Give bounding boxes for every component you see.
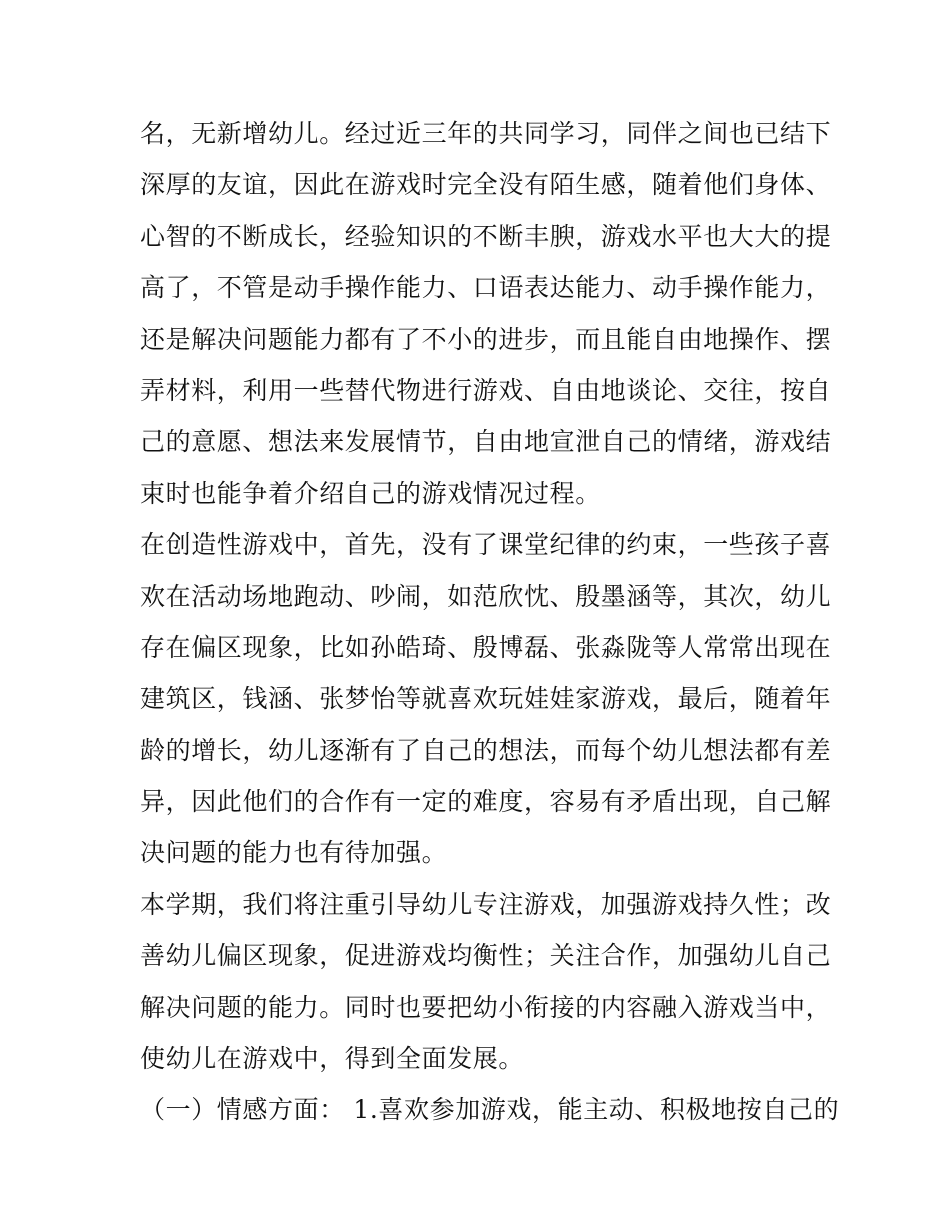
text-line: 存在偏区现象，比如孙皓琦、殷博磊、张淼陇等人常常出现在 <box>140 632 832 662</box>
text-line: 高了，不管是动手操作能力、口语表达能力、动手操作能力， <box>140 273 832 303</box>
text-line: 深厚的友谊，因此在游戏时完全没有陌生感，随着他们身体、 <box>140 170 832 200</box>
text-line: 名，无新增幼儿。经过近三年的共同学习，同伴之间也已结下 <box>140 119 832 148</box>
text-line: 弄材料，利用一些替代物进行游戏、自由地谈论、交往，按自 <box>140 375 832 405</box>
text-line: 建筑区，钱涵、张梦怡等就喜欢玩娃娃家游戏，最后，随着年 <box>140 684 832 714</box>
text-line: 在创造性游戏中，首先，没有了课堂纪律的约束，一些孩子喜 <box>140 530 832 560</box>
body-text <box>140 108 840 1136</box>
text-line: 欢在活动场地跑动、吵闹，如范欣忱、殷墨涵等，其次，幼儿 <box>140 581 832 611</box>
text-line: 解决问题的能力。同时也要把幼小衔接的内容融入游戏当中， <box>140 992 832 1022</box>
text-line: （一）情感方面： 1.喜欢参加游戏，能主动、积极地按自己的 <box>140 1095 840 1125</box>
text-line: 还是解决问题能力都有了不小的进步，而且能自由地操作、摆 <box>140 324 832 354</box>
text-line: 本学期，我们将注重引导幼儿专注游戏，加强游戏持久性；改 <box>140 889 832 919</box>
text-line: 善幼儿偏区现象，促进游戏均衡性；关注合作，加强幼儿自己 <box>140 941 832 971</box>
text-line: 决问题的能力也有待加强。 <box>140 838 448 868</box>
text-line: 心智的不断成长，经验知识的不断丰腴，游戏水平也大大的提 <box>140 221 832 251</box>
text-line: 龄的增长，幼儿逐渐有了自己的想法，而每个幼儿想法都有差 <box>140 735 832 765</box>
text-line: 异，因此他们的合作有一定的难度，容易有矛盾出现，自己解 <box>140 787 832 817</box>
text-line: 束时也能争着介绍自己的游戏情况过程。 <box>140 478 601 508</box>
text-line: 己的意愿、想法来发展情节，自由地宣泄自己的情绪，游戏结 <box>140 427 832 457</box>
text-line: 使幼儿在游戏中，得到全面发展。 <box>140 1044 525 1074</box>
